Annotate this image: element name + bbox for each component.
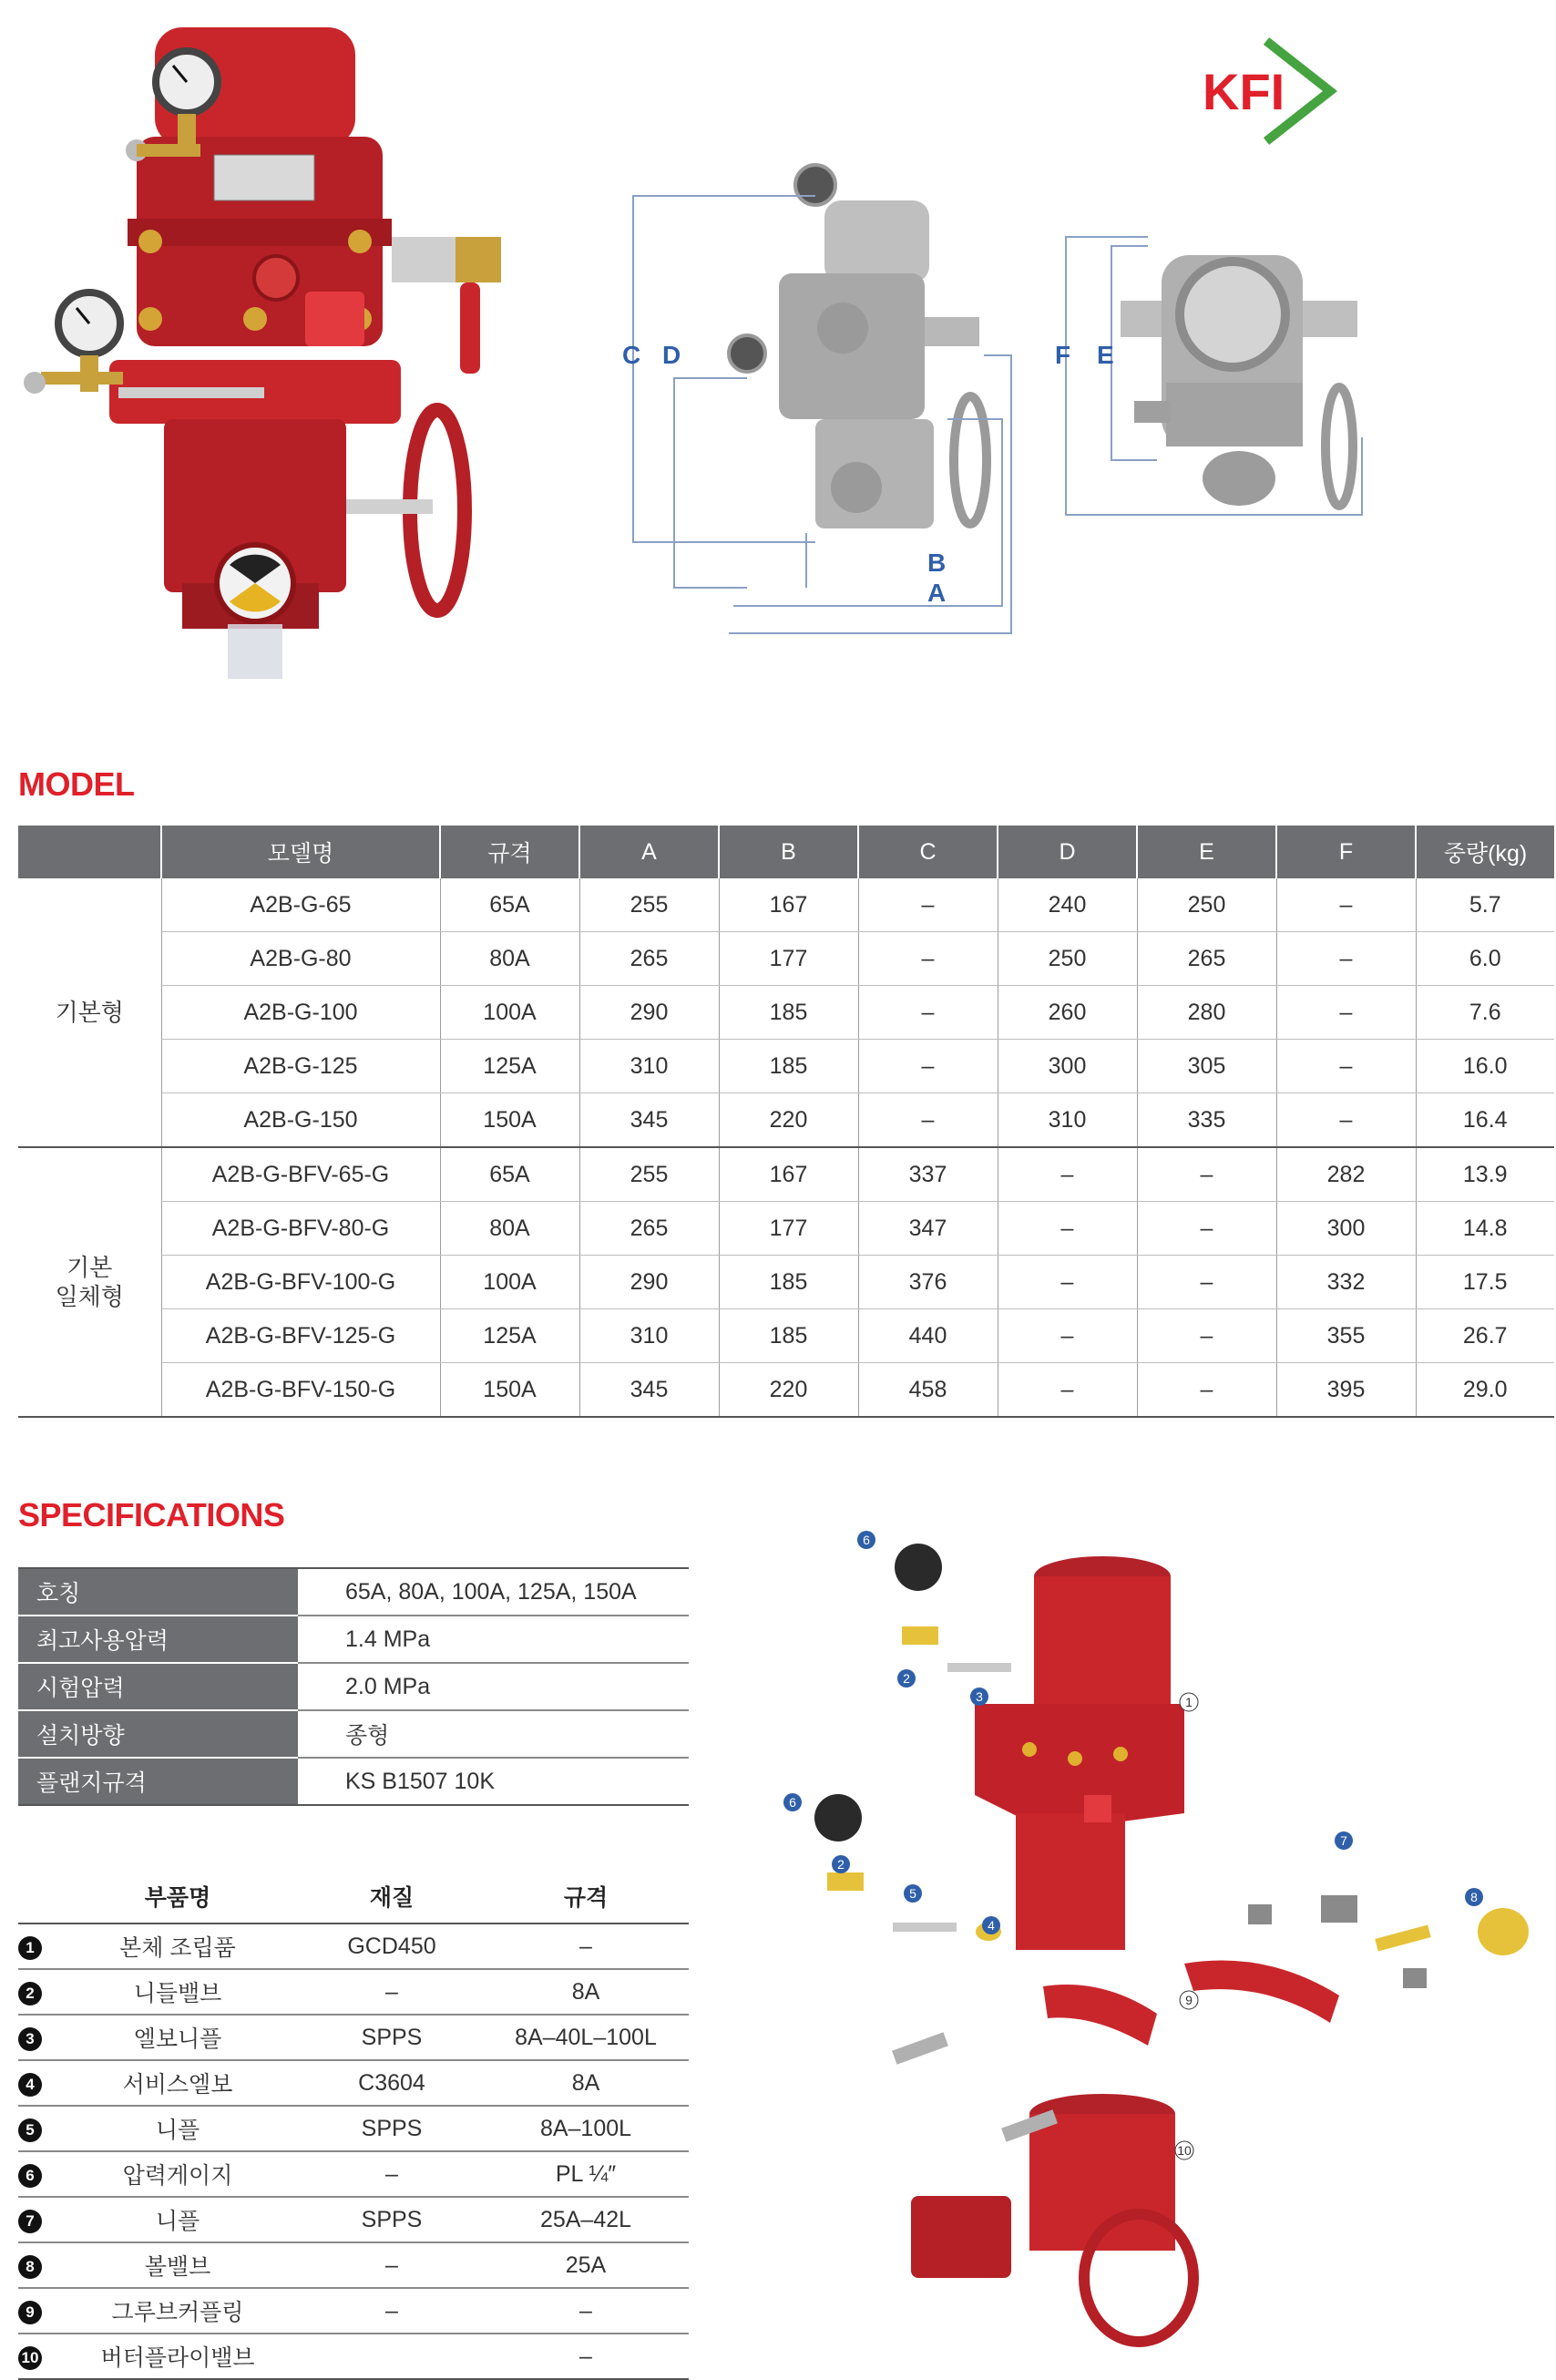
part-number-badge: 3 <box>18 2027 42 2051</box>
table-cell: – <box>858 986 998 1040</box>
table-cell: – <box>998 1202 1137 1256</box>
part-spec: 8A–40L–100L <box>483 2015 689 2060</box>
part-number-badge: 9 <box>18 2301 42 2324</box>
table-cell: 300 <box>1276 1202 1416 1256</box>
part-material: – <box>301 2242 483 2288</box>
spec-table <box>18 1567 689 1806</box>
part-number-badge: 1 <box>18 1936 42 1960</box>
table-cell: 6.0 <box>1416 932 1554 986</box>
part-name: 볼밸브 <box>55 2242 301 2288</box>
table-cell: 29.0 <box>1416 1363 1554 1418</box>
table-cell: 185 <box>719 1040 858 1093</box>
part-name: 엘보니플 <box>55 2015 301 2060</box>
table-cell: 310 <box>998 1093 1137 1148</box>
table-cell: 345 <box>579 1363 719 1418</box>
dim-label-f: F <box>1055 341 1071 369</box>
parts-row <box>18 1923 689 1969</box>
valve-photo <box>0 0 510 711</box>
spec-value: 종형 <box>298 1710 689 1758</box>
table-cell: 255 <box>579 878 719 932</box>
table-cell: 5.7 <box>1416 878 1554 932</box>
table-cell: 347 <box>858 1202 998 1256</box>
svg-text:8: 8 <box>1470 1890 1478 1904</box>
table-row <box>18 1363 1554 1418</box>
table-cell: 7.6 <box>1416 986 1554 1040</box>
part-number <box>18 1969 55 2015</box>
table-cell: A2B-G-100 <box>161 986 440 1040</box>
part-name: 니들밸브 <box>55 1969 301 2015</box>
table-cell: 177 <box>719 1202 858 1256</box>
parts-table <box>18 1870 689 2380</box>
header-cell: D <box>998 826 1137 878</box>
part-name: 그루브커플링 <box>55 2288 301 2334</box>
svg-text:9: 9 <box>1185 1993 1193 2007</box>
table-cell: – <box>1276 878 1416 932</box>
table-row <box>18 1202 1554 1256</box>
part-number <box>18 2288 55 2334</box>
dim-label-d: D <box>662 341 681 369</box>
table-cell: 100A <box>440 986 579 1040</box>
part-number <box>18 1923 55 1969</box>
table-cell: 150A <box>440 1093 579 1148</box>
model-table-body <box>18 878 1554 1417</box>
table-cell: 16.4 <box>1416 1093 1554 1148</box>
part-material: – <box>301 1969 483 2015</box>
part-name: 본체 조립품 <box>55 1923 301 1969</box>
table-cell: A2B-G-BFV-150-G <box>161 1363 440 1418</box>
parts-row <box>18 2242 689 2288</box>
part-spec: – <box>483 2334 689 2379</box>
spec-row <box>18 1758 689 1805</box>
model-table-header <box>18 826 1554 878</box>
header-cell: 재질 <box>301 1870 483 1923</box>
table-cell: – <box>998 1309 1137 1363</box>
header-cell: 중량(kg) <box>1416 826 1554 878</box>
part-spec: 25A <box>483 2242 689 2288</box>
table-cell: – <box>858 1040 998 1093</box>
table-cell: – <box>1137 1256 1276 1309</box>
svg-text:4: 4 <box>988 1918 995 1933</box>
table-cell: 65A <box>440 878 579 932</box>
table-cell: – <box>1137 1309 1276 1363</box>
table-cell: – <box>858 1093 998 1148</box>
parts-row <box>18 2015 689 2060</box>
table-cell: 265 <box>579 1202 719 1256</box>
part-spec: 8A <box>483 1969 689 2015</box>
part-number <box>18 2106 55 2151</box>
part-material: – <box>301 2288 483 2334</box>
table-cell: 250 <box>998 932 1137 986</box>
table-cell: 17.5 <box>1416 1256 1554 1309</box>
table-row <box>18 1256 1554 1309</box>
spec-value: 65A, 80A, 100A, 125A, 150A <box>298 1568 689 1616</box>
parts-row <box>18 2334 689 2379</box>
header-cell <box>18 826 161 878</box>
table-cell: 332 <box>1276 1256 1416 1309</box>
table-cell: – <box>1137 1202 1276 1256</box>
spec-row <box>18 1568 689 1616</box>
svg-text:5: 5 <box>909 1886 916 1901</box>
header-cell: A <box>579 826 719 878</box>
table-cell: 440 <box>858 1309 998 1363</box>
table-cell: 305 <box>1137 1040 1276 1093</box>
table-cell: 395 <box>1276 1363 1416 1418</box>
table-row <box>18 1309 1554 1363</box>
svg-text:10: 10 <box>1177 2143 1192 2158</box>
dim-label-b: B <box>927 549 947 577</box>
table-cell: A2B-G-BFV-100-G <box>161 1256 440 1309</box>
table-cell: – <box>1276 932 1416 986</box>
group-label: 기본 일체형 <box>18 1147 161 1417</box>
parts-row <box>18 1969 689 2015</box>
table-row <box>18 878 1554 932</box>
part-spec: 8A <box>483 2060 689 2106</box>
table-cell: 290 <box>579 1256 719 1309</box>
table-cell: 300 <box>998 1040 1137 1093</box>
table-cell: 458 <box>858 1363 998 1418</box>
svg-text:6: 6 <box>863 1533 870 1547</box>
table-row <box>18 932 1554 986</box>
spec-value: KS B1507 10K <box>298 1758 689 1805</box>
parts-row <box>18 2288 689 2334</box>
spec-key: 호칭 <box>18 1568 298 1616</box>
part-number <box>18 2197 55 2242</box>
part-number <box>18 2151 55 2197</box>
part-spec: 8A–100L <box>483 2106 689 2151</box>
svg-text:KFI: KFI <box>1203 63 1285 120</box>
table-cell: 185 <box>719 1309 858 1363</box>
svg-text:3: 3 <box>976 1689 983 1704</box>
table-cell: 65A <box>440 1147 579 1202</box>
table-cell: 125A <box>440 1040 579 1093</box>
header-cell: 부품명 <box>55 1870 301 1923</box>
spec-table-body <box>18 1568 689 1805</box>
part-number-badge: 4 <box>18 2073 42 2097</box>
part-material: SPPS <box>301 2197 483 2242</box>
svg-text:6: 6 <box>789 1795 796 1810</box>
table-cell: 80A <box>440 1202 579 1256</box>
header-cell: C <box>858 826 998 878</box>
part-number-badge: 8 <box>18 2255 42 2279</box>
table-cell: A2B-G-BFV-65-G <box>161 1147 440 1202</box>
table-cell: 26.7 <box>1416 1309 1554 1363</box>
part-name: 버터플라이밸브 <box>55 2334 301 2379</box>
part-number-badge: 2 <box>18 1982 42 2006</box>
dim-label-c: C <box>622 341 641 369</box>
part-spec: 25A–42L <box>483 2197 689 2242</box>
table-cell: A2B-G-125 <box>161 1040 440 1093</box>
table-cell: 376 <box>858 1256 998 1309</box>
part-spec: PL ¼″ <box>483 2151 689 2197</box>
part-spec: – <box>483 1923 689 1969</box>
table-row <box>18 1040 1554 1093</box>
header-cell: 규격 <box>483 1870 689 1923</box>
table-cell: 290 <box>579 986 719 1040</box>
header-cell: 규격 <box>440 826 579 878</box>
table-cell: – <box>998 1363 1137 1418</box>
table-cell: A2B-G-BFV-125-G <box>161 1309 440 1363</box>
table-row <box>18 1147 1554 1202</box>
table-cell: A2B-G-BFV-80-G <box>161 1202 440 1256</box>
parts-row <box>18 2060 689 2106</box>
dim-label-a: A <box>927 579 947 607</box>
part-material: SPPS <box>301 2106 483 2151</box>
part-number-badge: 5 <box>18 2118 42 2142</box>
kfi-logo <box>1193 36 1339 146</box>
table-cell: A2B-G-80 <box>161 932 440 986</box>
part-material: SPPS <box>301 2015 483 2060</box>
part-name: 서비스엘보 <box>55 2060 301 2106</box>
table-cell: – <box>1137 1147 1276 1202</box>
table-cell: 185 <box>719 1256 858 1309</box>
parts-table-header <box>18 1870 689 1923</box>
group-label: 기본형 <box>18 878 161 1147</box>
part-material: C3604 <box>301 2060 483 2106</box>
table-cell: 167 <box>719 1147 858 1202</box>
table-cell: 240 <box>998 878 1137 932</box>
table-cell: – <box>1276 1093 1416 1148</box>
table-cell: 220 <box>719 1093 858 1148</box>
header-cell: F <box>1276 826 1416 878</box>
exploded-view-diagram <box>756 1522 1556 2378</box>
table-cell: 14.8 <box>1416 1202 1554 1256</box>
table-cell: 250 <box>1137 878 1276 932</box>
parts-table-body <box>18 1923 689 2379</box>
table-cell: 220 <box>719 1363 858 1418</box>
table-cell: 265 <box>1137 932 1276 986</box>
table-cell: 265 <box>579 932 719 986</box>
spec-key: 최고사용압력 <box>18 1616 298 1663</box>
table-cell: 310 <box>579 1040 719 1093</box>
table-cell: – <box>998 1147 1137 1202</box>
table-cell: – <box>1276 986 1416 1040</box>
table-cell: 16.0 <box>1416 1040 1554 1093</box>
table-cell: 280 <box>1137 986 1276 1040</box>
svg-text:2: 2 <box>837 1857 845 1872</box>
header-cell: 모델명 <box>161 826 440 878</box>
table-cell: 345 <box>579 1093 719 1148</box>
parts-row <box>18 2197 689 2242</box>
part-number <box>18 2015 55 2060</box>
table-cell: 80A <box>440 932 579 986</box>
part-name: 압력게이지 <box>55 2151 301 2197</box>
table-cell: – <box>1276 1040 1416 1093</box>
table-cell: – <box>998 1256 1137 1309</box>
parts-row <box>18 2106 689 2151</box>
table-cell: 255 <box>579 1147 719 1202</box>
header-cell: B <box>719 826 858 878</box>
spec-key: 플랜지규격 <box>18 1758 298 1805</box>
part-name: 니플 <box>55 2106 301 2151</box>
table-cell: – <box>1137 1363 1276 1418</box>
table-cell: A2B-G-65 <box>161 878 440 932</box>
part-number-badge: 6 <box>18 2164 42 2188</box>
specifications-section-title: SPECIFICATIONS <box>18 1496 285 1534</box>
parts-row <box>18 2151 689 2197</box>
part-number <box>18 2242 55 2288</box>
table-cell: – <box>858 878 998 932</box>
table-cell: 167 <box>719 878 858 932</box>
part-material <box>301 2334 483 2379</box>
part-material: GCD450 <box>301 1923 483 1969</box>
table-cell: 335 <box>1137 1093 1276 1148</box>
part-material: – <box>301 2151 483 2197</box>
table-cell: 185 <box>719 986 858 1040</box>
svg-text:7: 7 <box>1340 1833 1347 1848</box>
spec-value: 2.0 MPa <box>298 1663 689 1710</box>
header-cell: E <box>1137 826 1276 878</box>
part-name: 니플 <box>55 2197 301 2242</box>
table-cell: 310 <box>579 1309 719 1363</box>
part-number-badge: 10 <box>18 2346 42 2370</box>
spec-key: 설치방향 <box>18 1710 298 1758</box>
table-cell: A2B-G-150 <box>161 1093 440 1148</box>
table-cell: 282 <box>1276 1147 1416 1202</box>
spec-key: 시험압력 <box>18 1663 298 1710</box>
svg-text:1: 1 <box>1185 1695 1193 1709</box>
dim-label-e: E <box>1097 341 1114 369</box>
table-cell: – <box>858 932 998 986</box>
spec-row <box>18 1616 689 1663</box>
part-number-badge: 7 <box>18 2210 42 2233</box>
table-cell: 260 <box>998 986 1137 1040</box>
spec-row <box>18 1710 689 1758</box>
table-cell: 13.9 <box>1416 1147 1554 1202</box>
table-cell: 355 <box>1276 1309 1416 1363</box>
table-row <box>18 986 1554 1040</box>
dimension-drawing-front <box>619 155 1039 665</box>
product-illustrations <box>0 0 1556 720</box>
header-cell <box>18 1870 55 1923</box>
table-row <box>18 1093 1554 1148</box>
model-table <box>18 826 1554 1418</box>
model-section-title: MODEL <box>18 765 135 803</box>
part-number <box>18 2060 55 2106</box>
spec-row <box>18 1663 689 1710</box>
part-spec: – <box>483 2288 689 2334</box>
table-cell: 150A <box>440 1363 579 1418</box>
svg-text:2: 2 <box>903 1671 910 1686</box>
table-cell: 100A <box>440 1256 579 1309</box>
part-number <box>18 2334 55 2379</box>
table-cell: 337 <box>858 1147 998 1202</box>
table-cell: 177 <box>719 932 858 986</box>
spec-value: 1.4 MPa <box>298 1616 689 1663</box>
table-cell: 125A <box>440 1309 579 1363</box>
